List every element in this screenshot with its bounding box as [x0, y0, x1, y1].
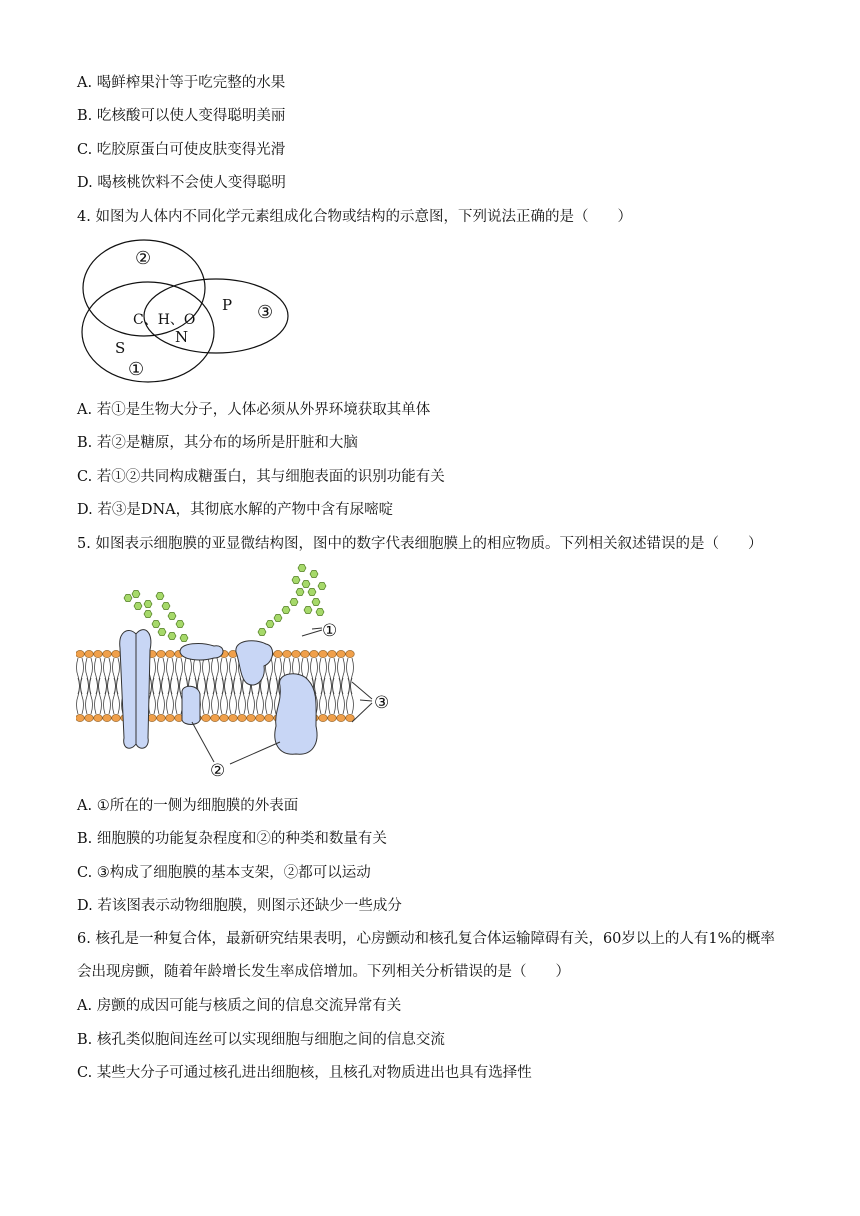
q4-stem: 4. 如图为人体内不同化学元素组成化合物或结构的示意图，下列说法正确的是（ ） — [77, 209, 632, 225]
lipid-tails-lower — [221, 678, 228, 714]
lipid-tails-upper — [347, 658, 354, 694]
lipid-head-lower — [103, 714, 112, 721]
lipid-head-lower — [85, 714, 94, 721]
glycan-chains — [124, 565, 326, 642]
q3-option-d: D. 喝核桃饮料不会使人变得聪明 — [77, 175, 286, 191]
sugar-unit — [156, 593, 164, 600]
q4-venn-diagram — [76, 238, 296, 388]
lipid-tails-upper — [86, 658, 93, 694]
lipid-tails-lower — [347, 678, 354, 714]
embedded-protein-large — [275, 674, 317, 754]
lipid-tails-upper — [167, 658, 174, 694]
sugar-unit — [124, 595, 132, 602]
q6-option-a: A. 房颤的成因可能与核质之间的信息交流异常有关 — [77, 998, 402, 1014]
q4-option-b: B. 若②是糖原，其分布的场所是肝脏和大脑 — [77, 435, 358, 451]
embedded-protein-small — [182, 686, 200, 724]
sugar-unit — [162, 603, 170, 610]
lipid-head-lower — [229, 714, 238, 721]
lipid-head-upper — [94, 650, 103, 657]
lipid-tails-upper — [104, 658, 111, 694]
lipid-tails-upper — [203, 658, 210, 694]
label-3: ③ — [374, 693, 390, 713]
lipid-head-lower — [328, 714, 337, 721]
q4-option-c: C. 若①②共同构成糖蛋白，其与细胞表面的识别功能有关 — [77, 469, 445, 485]
sugar-unit — [318, 583, 326, 590]
q6-option-c: C. 某些大分子可通过核孔进出细胞核，且核孔对物质进出也具有选择性 — [77, 1065, 532, 1081]
sugar-unit — [144, 601, 152, 608]
sugar-unit — [290, 599, 298, 606]
lipid-head-lower — [238, 714, 247, 721]
label-2: ② — [210, 761, 226, 781]
lipid-tails-lower — [320, 678, 327, 714]
lipid-tails-upper — [158, 658, 165, 694]
label-circle-2: ② — [135, 248, 152, 269]
sugar-unit — [282, 607, 290, 614]
sugar-unit — [310, 571, 318, 578]
lipid-head-upper — [76, 650, 84, 657]
lipid-head-upper — [157, 650, 166, 657]
lipid-head-lower — [220, 714, 229, 721]
q5-option-c: C. ③构成了细胞膜的基本支架，②都可以运动 — [77, 865, 371, 881]
label-n: N — [175, 328, 189, 346]
lipid-tails-lower — [266, 678, 273, 714]
sugar-unit — [308, 589, 316, 596]
lipid-head-lower — [202, 714, 211, 721]
sugar-unit — [312, 599, 320, 606]
lipid-tails-upper — [212, 658, 219, 694]
lipid-tails-lower — [203, 678, 210, 714]
q5-option-d: D. 若该图表示动物细胞膜，则图示还缺少一些成分 — [77, 898, 402, 914]
lipid-head-upper — [274, 650, 283, 657]
sugar-unit — [316, 609, 324, 616]
q3-option-c: C. 吃胶原蛋白可使皮肤变得光滑 — [77, 142, 286, 158]
lipid-tails-lower — [212, 678, 219, 714]
lipid-tails-lower — [104, 678, 111, 714]
lipid-head-upper — [283, 650, 292, 657]
lipid-head-upper — [337, 650, 346, 657]
lipid-tails-upper — [176, 658, 183, 694]
lipid-tails-upper — [230, 658, 237, 694]
sugar-unit — [266, 621, 274, 628]
q5-option-a: A. ①所在的一侧为细胞膜的外表面 — [77, 798, 299, 814]
lipid-head-upper — [112, 650, 121, 657]
sugar-unit — [274, 615, 282, 622]
lipid-head-upper — [346, 650, 355, 657]
lipid-tails-lower — [77, 678, 84, 714]
lipid-head-upper — [166, 650, 175, 657]
surface-protein-glycoprotein — [180, 644, 223, 660]
lipid-head-lower — [94, 714, 103, 721]
sugar-unit — [180, 635, 188, 642]
q5-option-b: B. 细胞膜的功能复杂程度和②的种类和数量有关 — [77, 831, 387, 847]
lipid-head-lower — [247, 714, 256, 721]
lipid-head-lower — [265, 714, 274, 721]
label-circle-1: ① — [128, 359, 145, 380]
sugar-unit — [152, 621, 160, 628]
sugar-unit — [132, 591, 140, 598]
circle-1 — [82, 282, 214, 382]
lipid-tails-lower — [338, 678, 345, 714]
lipid-tails-lower — [239, 678, 246, 714]
lipid-head-upper — [85, 650, 94, 657]
lipid-head-lower — [157, 714, 166, 721]
lipid-tails-lower — [230, 678, 237, 714]
label-circle-3: ③ — [257, 302, 274, 323]
sugar-unit — [168, 633, 176, 640]
lipid-head-lower — [337, 714, 346, 721]
lipid-tails-lower — [158, 678, 165, 714]
q3-option-a: A. 喝鲜榨果汁等于吃完整的水果 — [77, 75, 286, 91]
lipid-tails-upper — [77, 658, 84, 694]
label-1: ① — [322, 621, 338, 641]
lipid-head-lower — [112, 714, 121, 721]
lipid-head-upper — [301, 650, 310, 657]
sugar-unit — [258, 629, 266, 636]
label-s: S — [115, 339, 126, 357]
q4-option-d: D. 若③是DNA，其彻底水解的产物中含有尿嘧啶 — [77, 502, 394, 518]
q5-cell-membrane-diagram — [76, 562, 406, 784]
sugar-unit — [176, 621, 184, 628]
sugar-unit — [168, 613, 176, 620]
lipid-tails-lower — [113, 678, 120, 714]
lipid-head-lower — [319, 714, 328, 721]
q6-option-b: B. 核孔类似胞间连丝可以实现细胞与细胞之间的信息交流 — [77, 1032, 445, 1048]
lipid-head-upper — [319, 650, 328, 657]
label-center-elements: C、H、O — [133, 312, 196, 328]
lipid-tails-lower — [329, 678, 336, 714]
q3-option-b: B. 吃核酸可以使人变得聪明美丽 — [77, 108, 286, 124]
sugar-unit — [302, 581, 310, 588]
sugar-unit — [292, 577, 300, 584]
lipid-head-upper — [310, 650, 319, 657]
sugar-unit — [158, 629, 166, 636]
lipid-tails-lower — [167, 678, 174, 714]
lipid-tails-lower — [95, 678, 102, 714]
lipid-tails-lower — [176, 678, 183, 714]
sugar-unit — [296, 589, 304, 596]
lipid-tails-upper — [329, 658, 336, 694]
lipid-tails-upper — [320, 658, 327, 694]
sugar-unit — [144, 611, 152, 618]
lipid-head-lower — [256, 714, 265, 721]
lipid-tails-upper — [338, 658, 345, 694]
label-p: P — [222, 296, 233, 314]
sugar-unit — [304, 607, 312, 614]
lipid-tails-upper — [113, 658, 120, 694]
lipid-head-upper — [103, 650, 112, 657]
q4-option-a: A. 若①是生物大分子，人体必须从外界环境获取其单体 — [77, 402, 431, 418]
lipid-head-lower — [166, 714, 175, 721]
q5-stem: 5. 如图表示细胞膜的亚显微结构图，图中的数字代表细胞膜上的相应物质。下列相关叙述错误的是（ ） — [77, 536, 763, 552]
lipid-tails-upper — [221, 658, 228, 694]
lipid-tails-lower — [86, 678, 93, 714]
lipid-head-lower — [211, 714, 220, 721]
q6-stem: 6. 核孔是一种复合体，最新研究结果表明，心房颤动和核孔复合体运输障碍有关，60岁以上的人有1%的概率会出现房颤，随着年龄增长发生率成倍增加。下列相关分析错误的是（ ） — [77, 931, 775, 980]
transmembrane-protein-left — [120, 630, 151, 749]
lipid-tails-upper — [95, 658, 102, 694]
lipid-head-upper — [328, 650, 337, 657]
sugar-unit — [298, 565, 306, 572]
sugar-unit — [134, 603, 142, 610]
lipid-head-lower — [76, 714, 84, 721]
lipid-head-upper — [292, 650, 301, 657]
